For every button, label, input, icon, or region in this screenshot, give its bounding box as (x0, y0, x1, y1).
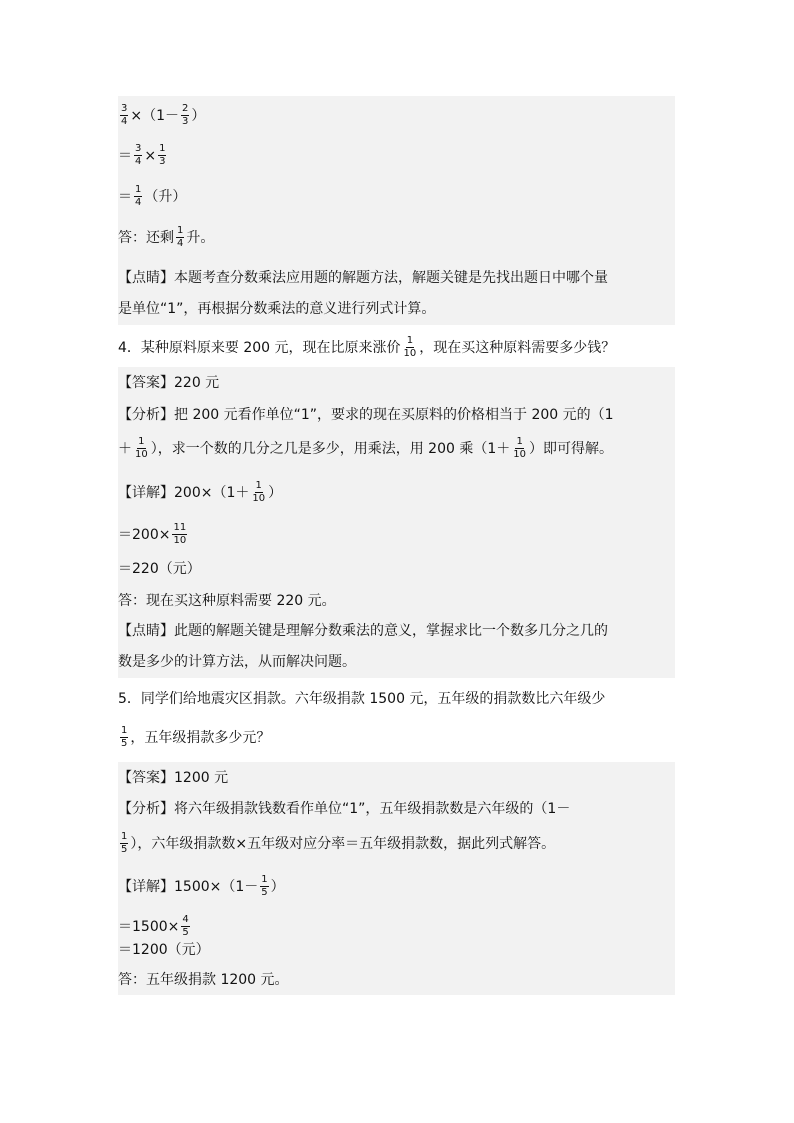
fraction: $\frac{11}{10}$ (173, 522, 187, 546)
fraction: $\frac{1}{10}$ (403, 335, 417, 359)
solution-block-4 (118, 367, 675, 678)
note-line: 数是多少的计算方法，从而解决问题。 (118, 654, 356, 670)
fraction: $\frac{1}{4}$ (177, 225, 184, 249)
detail-line: ＝200× $\frac{11}{10}$ (118, 522, 187, 546)
fraction: $\frac{3}{4}$ (121, 103, 128, 127)
reply-line: 答：现在买这种原料需要 220 元。 (118, 593, 336, 609)
analysis-line: $\frac{1}{5}$ ），六年级捐款数×五年级对应分率＝五年级捐款数，据此列式解答。 (121, 831, 556, 855)
note-line: 【点睛】本题考查分数乘法应用题的解题方法，解题关键是先找出题日中哪个量 (118, 270, 608, 286)
calc-line: ＝ $\frac{1}{4}$ （升） (118, 184, 187, 208)
solution-block-5 (118, 762, 675, 995)
calc-line: $\frac{3}{4}$ ×（1－ $\frac{2}{3}$ ） (121, 103, 206, 127)
analysis-line: 【分析】把 200 元看作单位“1”，要求的现在买原料的价格相当于 200 元的（1 (118, 407, 614, 423)
reply-line: 答：五年级捐款 1200 元。 (118, 972, 289, 988)
calc-line: ＝ $\frac{3}{4}$ × $\frac{1}{3}$ (118, 143, 166, 167)
question-5: 5．同学们给地震灾区捐款。六年级捐款 1500 元，五年级的捐款数比六年级少 $\frac{1}{5}$ ，五年级捐款多少元？ (118, 691, 606, 749)
answer-label: 【答案】1200 元 (118, 770, 229, 786)
question-4: 4．某种原料原来要 200 元，现在比原来涨价 $\frac{1}{10}$ ，现在买这种原料需要多少钱？ (118, 335, 616, 359)
fraction: $\frac{1}{5}$ (121, 725, 128, 749)
fraction: $\frac{1}{10}$ (252, 480, 266, 504)
fraction: $\frac{4}{5}$ (182, 914, 189, 938)
detail-line: ＝1500× $\frac{4}{5}$ (118, 914, 189, 938)
fraction: $\frac{1}{5}$ (261, 874, 268, 898)
detail-line: 【详解】1500×（1－ $\frac{1}{5}$ ） (118, 874, 285, 898)
answer-line: 答：还剩 $\frac{1}{4}$ 升。 (118, 225, 215, 249)
fraction: $\frac{1}{5}$ (121, 831, 128, 855)
analysis-line: 【分析】将六年级捐款钱数看作单位“1”，五年级捐款数是六年级的（1－ (118, 801, 571, 817)
fraction: $\frac{1}{10}$ (513, 436, 526, 460)
document-page (118, 96, 675, 995)
fraction: $\frac{1}{10}$ (135, 436, 148, 460)
detail-line: ＝1200（元） (118, 942, 210, 958)
fraction: $\frac{1}{3}$ (159, 143, 166, 167)
note-line: 【点睛】此题的解题关键是理解分数乘法的意义，掌握求比一个数多几分之几的 (118, 623, 608, 639)
detail-line: ＝220（元） (118, 561, 201, 577)
note-line: 是单位“1”，再根据分数乘法的意义进行列式计算。 (118, 301, 436, 317)
answer-label: 【答案】220 元 (118, 375, 220, 391)
solution-block-3 (118, 96, 675, 325)
detail-line: 【详解】200×（1＋ $\frac{1}{10}$ ） (118, 480, 283, 504)
fraction: $\frac{3}{4}$ (135, 143, 142, 167)
fraction: $\frac{2}{3}$ (182, 103, 189, 127)
analysis-line: ＋ $\frac{1}{10}$ ），求一个数的几分之几是多少，用乘法，用 200 乘（1＋ $\frac{1}{10}$ ）即可得解。 (118, 436, 613, 460)
fraction: $\frac{1}{4}$ (135, 184, 142, 208)
